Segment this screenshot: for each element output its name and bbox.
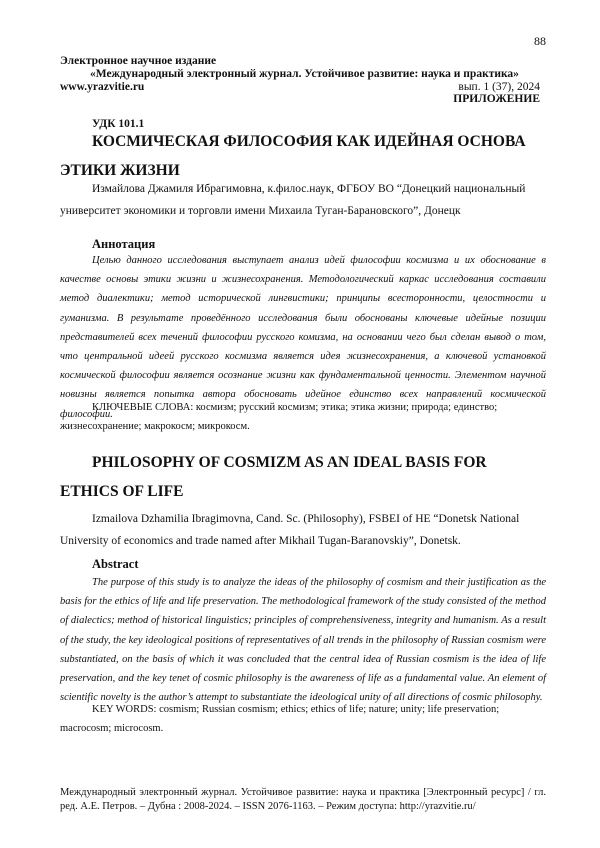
keywords-english: KEY WORDS: cosmism; Russian cosmism; ethics; ethics of life; nature; unity; life preservation; macrocosm; microcosm. bbox=[60, 704, 500, 735]
issue-number: вып. 1 (37), 2024 bbox=[458, 81, 540, 93]
title-english: PHILOSOPHY OF COSMIZM AS AN IDEAL BASIS FOR ETHICS OF LIFE bbox=[60, 454, 487, 500]
udc-code: УДК 101.1 bbox=[92, 118, 145, 130]
website-link[interactable]: www.yrazvitie.ru bbox=[60, 81, 145, 93]
citation-footer: Международный электронный журнал. Устойчивое развитие: наука и практика [Электронный ресурс] / гл. ред. А.Е. Петров. – Дубна : 2008-2024. – ISSN 2076-1163. – Режим доступа: http://yrazvitie.ru/ bbox=[60, 787, 546, 812]
author-russian: Измайлова Джамиля Ибрагимовна, к.филос.наук, ФГБОУ ВО “Донецкий национальный университет экономики и торговли имени Михаила Туган-Барановского”, Донецк bbox=[60, 183, 526, 217]
page-number: 88 bbox=[534, 34, 546, 48]
title-russian: КОСМИЧЕСКАЯ ФИЛОСОФИЯ КАК ИДЕЙНАЯ ОСНОВА ЭТИКИ ЖИЗНИ bbox=[60, 133, 526, 179]
keywords-russian: КЛЮЧЕВЫЕ СЛОВА: космизм; русский космизм; этика; этика жизни; природа; единство; жизнесохранение; макрокосм; микрокосм. bbox=[60, 402, 498, 433]
journal-type: Электронное научное издание bbox=[60, 55, 217, 67]
appendix-label: ПРИЛОЖЕНИЕ bbox=[453, 93, 540, 105]
abstract-heading: Abstract bbox=[92, 557, 139, 571]
abstract-text: The purpose of this study is to analyze the ideas of the philosophy of cosmism and their justification as the basis for the ethics of life and life preservation. The methodological framework of the study consisted of the method of dialectics; method of historical linguistics; principles of comprehensiveness, integrity and humanism. As a result of the study, the key ideological positions of representatives of all trends in the philosophy of Russian cosmism were substantiated, on the basis of which it was concluded that the central idea of Russian cosmism is the idea of life preservation, and the key tenet of cosmic philosophy is the awareness of life as a fundamental value. An element of scientific novelty is the author’s attempt to substantiate the ideological unity of all directions of cosmic philosophy. bbox=[60, 577, 546, 704]
author-english: Izmailova Dzhamilia Ibragimovna, Cand. Sc. (Philosophy), FSBEI of HE “Donetsk National University of economics and trade named after Mikhail Tugan-Baranovskiy”, Donetsk. bbox=[60, 513, 520, 547]
journal-name: «Международный электронный журнал. Устойчивое развитие: наука и практика» bbox=[90, 68, 519, 80]
annotation-text: Целью данного исследования выступает анализ идей философии космизма и их обоснование в качестве основы этики жизни и жизнесохранения. Методологический каркас исследования составили метод диалектики; метод исторической лингвистики; принципы всесторонности, целостности и гуманизма. В результате проведённого исследования были обоснованы ключевые идейные позиции представителей всех течений философии русского комизма, на основании чего был сделан вывод о том, что центральной идеей русского космизма является идея жизнесохранения, а ключевой установкой космической философии является осознание жизни как фундаментальной ценности. Элементом научной новизны является попытка автора обосновать идейное единство всех направлений космической философии. bbox=[60, 255, 546, 420]
annotation-heading: Аннотация bbox=[92, 237, 156, 251]
